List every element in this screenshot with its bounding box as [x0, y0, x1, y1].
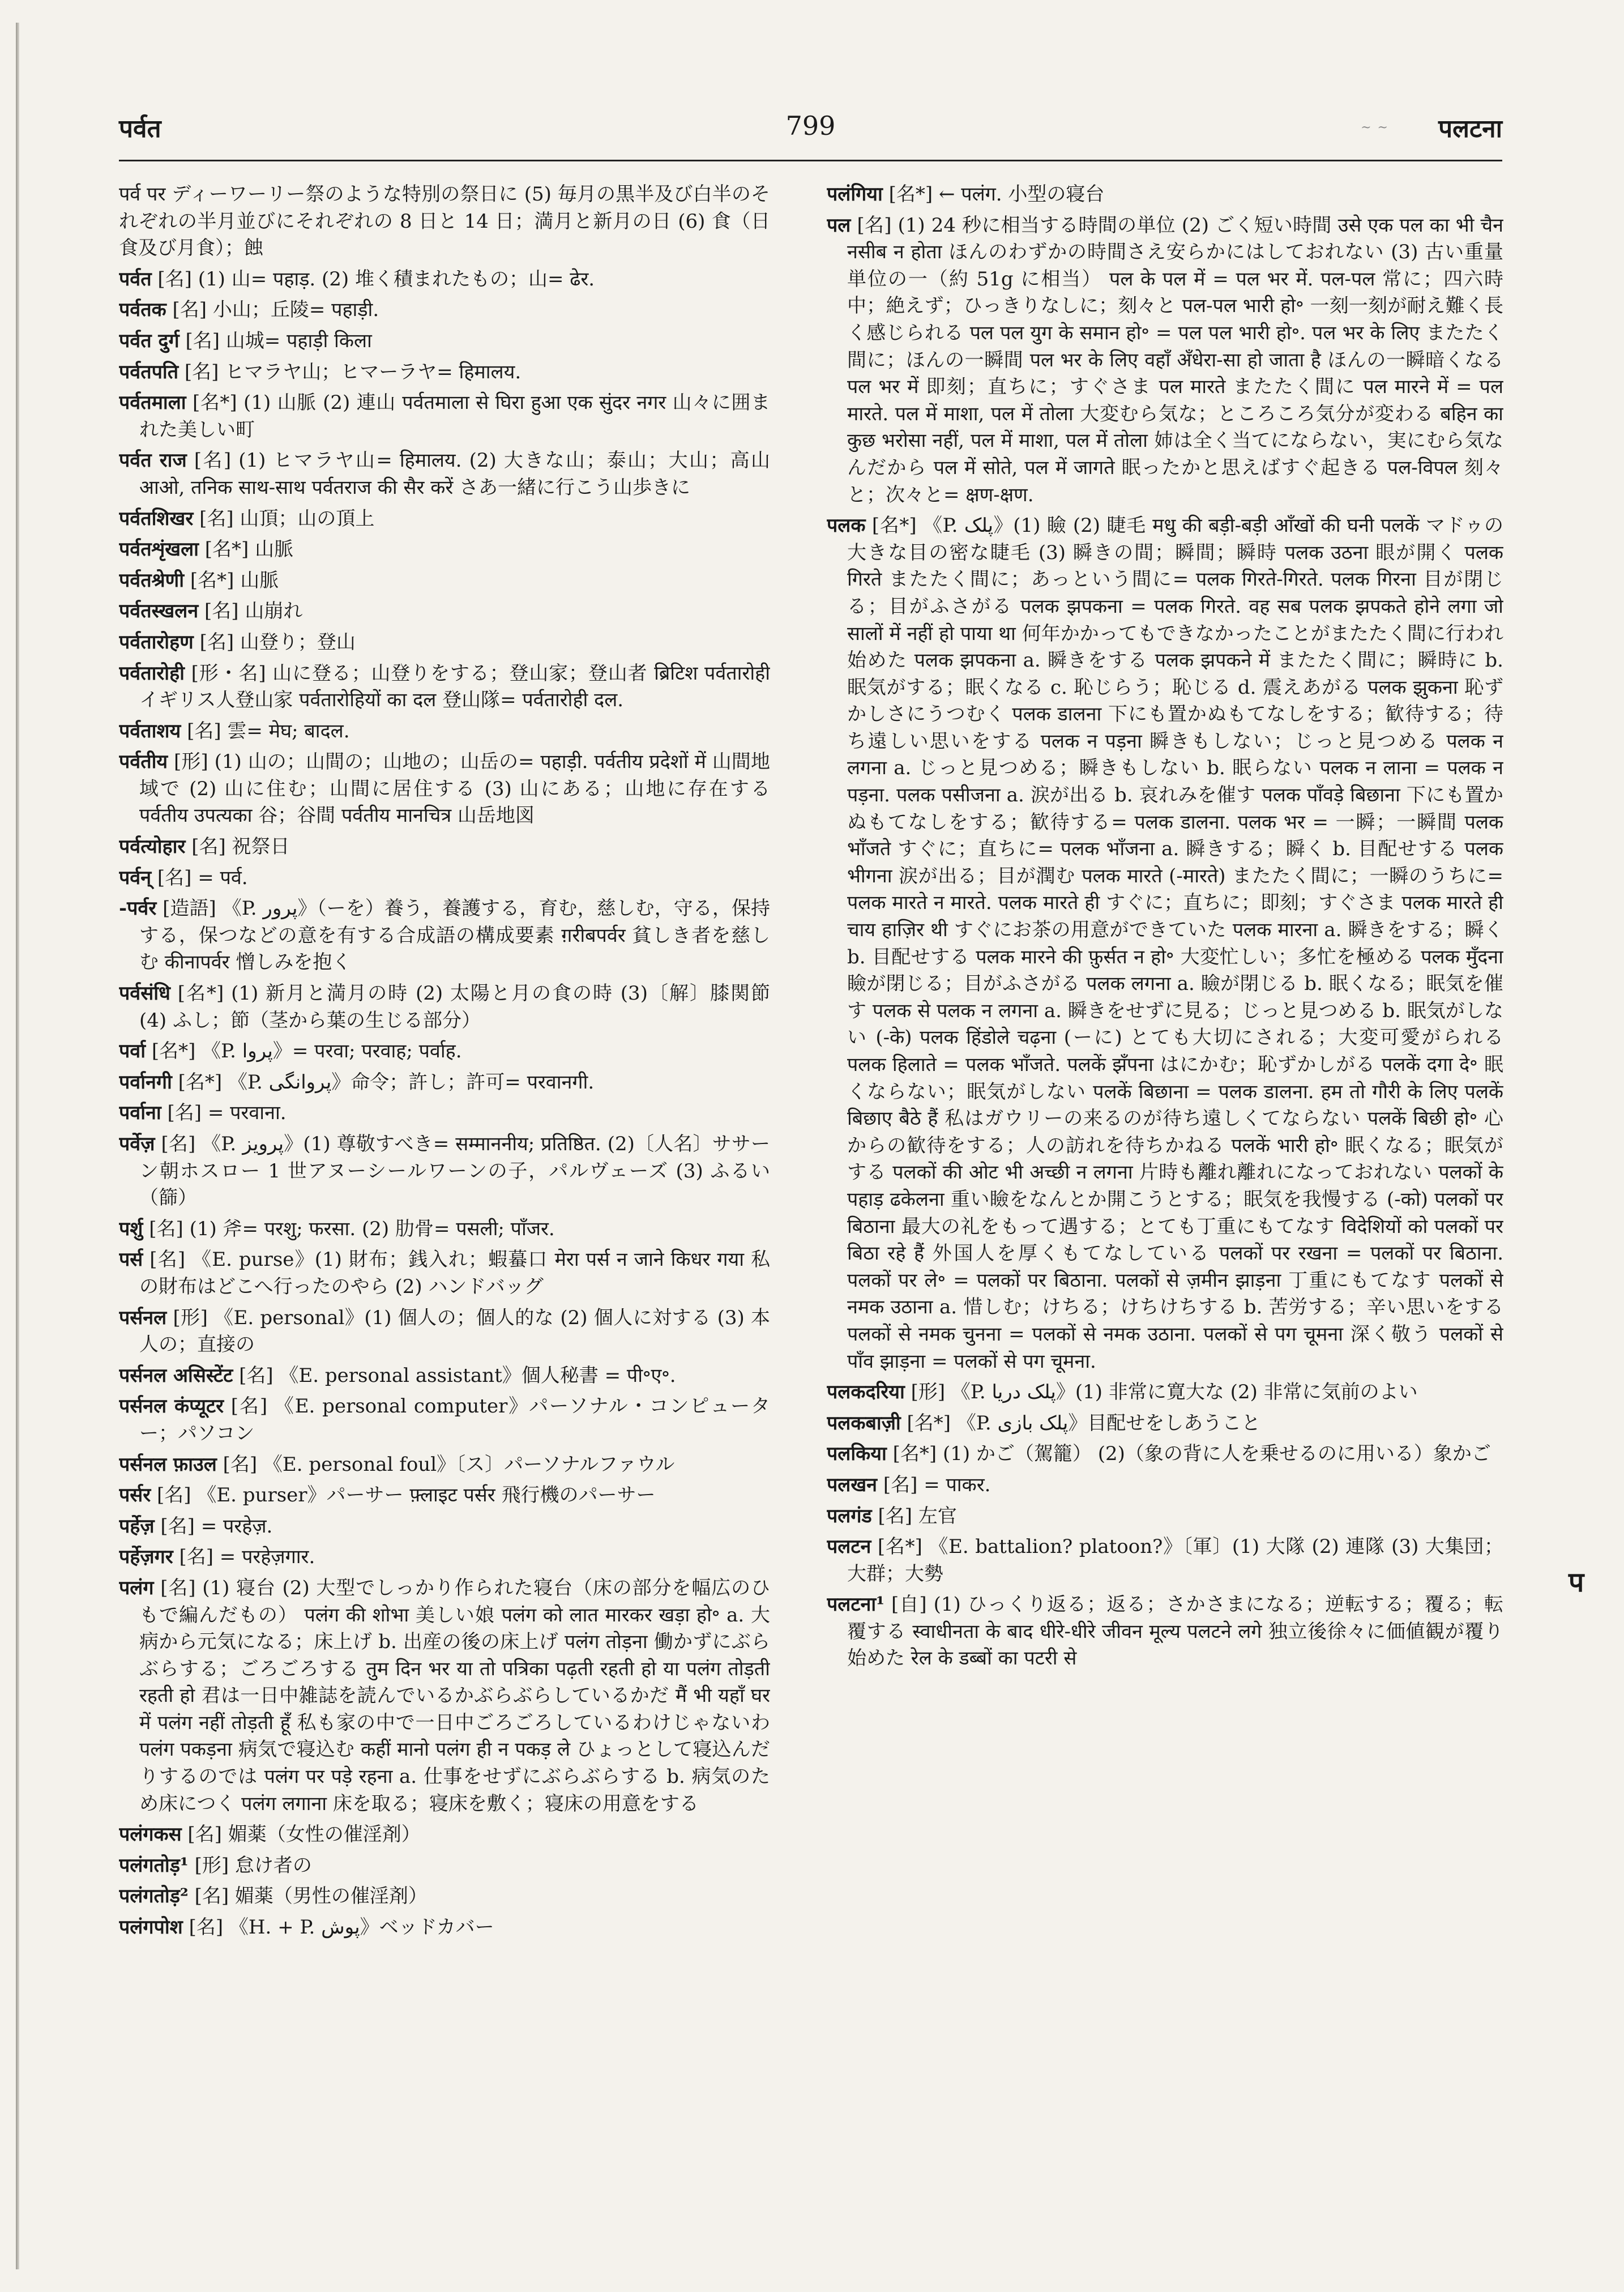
entry-headword: -पर्वर	[119, 897, 157, 920]
dictionary-entry	[119, 598, 770, 625]
entry-headword: पर्वा	[119, 1040, 146, 1063]
entry-definition: [名] 山登り；登山	[199, 630, 356, 654]
entry-headword: पर्हेज़	[119, 1514, 155, 1538]
entry-definition: [名] (1) 24 秒に相当する時間の単位 (2) ごく短い時間 उसे एक पल का भी चैन नसीब न होता ほんのわずかの時間さえ安らかにはしておれない (3) 古い重量単位の一（約 51g に相当） पल के पल में = पल भर में. पल-पल 常に；四六時中；絶えず；ひっきりなしに；刻々と पल-पल भारी हो॰ 一刻一刻が耐え難く長く感じられる पल पल युग के समान हो॰ = पल पल भारी हो॰. पल भर के लिए またたく間に；ほんの一瞬間 पल भर के लिए वहाँ अँधेरा-सा हो जाता है ほんの一瞬暗くなる पल भर में 即刻；直ちに；すぐさま पल मारते またたく間に पल मारने में = पल मारते. पल में माशा, पल में तोला 大変むら気な；ところころ気分が変わる बहिन का कुछ भरोसा नहीं, पल में माशा, पल में तोला 姉は全く当てにならない，実にむら気なんだから पल में सोते, पल में जागते 眠ったかと思えばすぐ起きる पल-विपल 刻々と；次々と= क्षण-क्षण.	[847, 214, 1503, 506]
page-header	[119, 110, 1502, 161]
entry-headword: पर्वतपति	[119, 360, 179, 383]
dictionary-entry	[119, 1821, 770, 1849]
dictionary-entry	[119, 390, 770, 443]
left-column	[119, 181, 770, 2235]
entry-definition: [名*] 《P. پلک》(1) 瞼 (2) 睫毛 मधु की बड़ी-बड़ी आँखों की घनी पलकें マドゥの大きな目の密な睫毛 (3) 瞬きの間；瞬間；瞬時 पलक उठना 眼が開く पलक गिरते またたく間に；あっという間に= पलक गिरते-गिरते. पलक गिरना 目が閉じる；目がふさがる पलक झपकना = पलक गिरते. वह सब पलक झपकते होने लगा जो सालों में नहीं हो पाया था 何年かかってもできなかったことがまたたく間に行われ始めた पलक झपकना a. 瞬きをする पलक झपकने में またたく間に；瞬時に b. 眠気がする；眠くなる c. 恥じらう；恥じる d. 震えあがる पलक झुकना 恥ずかしさにうつむく पलक डालना 下にも置かぬもてなしをする；歓待する；待ち遠しい思いをする पलक न पड़ना 瞬きもしない；じっと見つめる पलक न लगना a. じっと見つめる；瞬きもしない b. 眠らない पलक न लाना = पलक न पड़ना. पलक पसीजना a. 涙が出る b. 哀れみを催す पलक पाँवड़े बिछाना 下にも置かぬもてなしをする；歓待する= पलक डालना. पलक भर = 一瞬；一瞬間 पलक भाँजते すぐに；直ちに= पलक भाँजना a. 瞬きする；瞬く b. 目配せする पलक भीगना 涙が出る；目が潤む पलक मारते (-मारते) またたく間に；一瞬のうちに= पलक मारते न मारते. पलक मारते ही すぐに；直ちに；即刻；すぐさま पलक मारते ही चाय हाज़िर थी すぐにお茶の用意ができていた पलक मारना a. 瞬きをする；瞬く b. 目配せする पलक मारने की फ़ुर्सत न हो॰ 大変忙しい；多忙を極める पलक मुँदना 瞼が閉じる；目がふさがる पलक लगना a. 瞼が閉じる b. 眠くなる；眠気を催す पलक से पलक न लगना a. 瞬きをせずに見る；じっと見つめる b. 眠気がしない (-के) पलक हिंडोले चढ़ना (ーに) とても大切にされる；大変可愛がられる पलक हिलाते = पलक भाँजते. पलकें झँपना はにかむ；恥ずかしがる पलकें दगा दे॰ 眠くならない；眠気がしない पलकें बिछाना = पलक डालना. हम तो गौरी के लिए पलकें बिछाए बैठे हैं 私はガウリーの来るのが待ち遠しくてならない पलकें बिछी हो॰ 心からの歓待をする；人の訪れを待ちかねる पलकें भारी हो॰ 眠くなる；眠気がする पलकों की ओट भी अच्छी न लगना 片時も離れ離れになっておれない पलकों के पहाड़ ढकेलना 重い瞼をなんとか開こうとする；眠気を我慢する (-को) पलकों पर बिठाना 最大の礼をもって遇する；とても丁重にもてなす विदेशियों को पलकों पर बिठा रहे हैं 外国人を厚くもてなしている पलकों पर रखना = पलकों पर बिठाना. पलकों पर ले॰ = पलकों पर बिठाना. पलकों से ज़मीन झाड़ना 丁重にもてなす पलकों से नमक उठाना a. 惜しむ；けちる；けちけちする b. 苦労する；辛い思いをする पलकों से नमक चुनना = पलकों से नमक उठाना. पलकों से पग चूमना 深く敬う पलकों से पाँव झाड़ना = पलकों से पग चूमना.	[847, 514, 1503, 1373]
entry-headword: पल	[827, 214, 851, 237]
entry-definition: [名] 左官	[878, 1504, 957, 1527]
dictionary-entry	[827, 1472, 1503, 1499]
dictionary-entry	[827, 1591, 1503, 1672]
header-rule	[119, 160, 1502, 161]
entry-definition: [名] (1) 斧= परशु; फरसा. (2) 肋骨= पसली; पाँजर.	[149, 1217, 555, 1240]
entry-headword: पर्वसंधि	[119, 982, 170, 1005]
entry-definition: [名*] (1) 新月と満月の時 (2) 太陽と月の食の時 (3)〔解〕膝関節 (4) ふし；節（茎から葉の生じる部分）	[139, 982, 770, 1032]
entry-headword: पर्वत दुर्ग	[119, 329, 180, 352]
entry-definition: [名] = परहेज़गार.	[179, 1546, 315, 1569]
dictionary-entry	[119, 447, 770, 501]
entry-definition: [名] 《E. purse》(1) 財布；銭入れ；蝦蟇口 मेरा पर्स न जाने किधर गया 私の財布はどこへ行ったのやら (2) ハンドバッグ	[139, 1248, 770, 1298]
entry-headword: पलगंड	[827, 1504, 872, 1527]
dictionary-entry	[119, 865, 770, 892]
entry-definition: [名] 《P. پرویز》(1) 尊敬すべき= सम्माननीय; प्रतिष्ठित. (2)〔人名〕ササーン朝ホスロー 1 世アヌーシールワーンの子，パルヴェーズ (3) ふるい（篩）	[139, 1133, 770, 1210]
page-number: 799	[785, 110, 836, 141]
entry-headword: पर्वतमाला	[119, 391, 186, 415]
dictionary-entry	[119, 749, 770, 830]
entry-headword: पर्सनल	[119, 1306, 167, 1329]
entry-headword: पर्वतशृंखला	[119, 538, 199, 561]
entry-headword: पलंगिया	[827, 183, 883, 206]
dictionary-entry	[119, 1853, 770, 1880]
entry-headword: पर्सर	[119, 1484, 151, 1507]
entry-definition: [名] 祝祭日	[191, 835, 290, 859]
entry-headword: पर्वतश्रेणी	[119, 569, 185, 592]
entry-definition: [形] (1) 山の；山間の；山地の；山岳の= पहाड़ी. पर्वतीय प्रदेशों में 山間地域で (2) 山に住む；山間に居住する (3) 山にある；山地に存在する पर्वतीय उपत्यका 谷；谷間 पर्वतीय मानचित्र 山岳地図	[139, 750, 770, 827]
entry-headword: पर्वतीय	[119, 750, 168, 774]
entry-definition: [名*] 《E. battalion? platoon?》〔軍〕(1) 大隊 (2) 連隊 (3) 大集団；大群；大勢	[847, 1535, 1503, 1585]
dictionary-entry	[827, 1534, 1503, 1587]
entry-headword: पलंगपोश	[119, 1916, 183, 1939]
entry-definition: [名] 媚薬（女性の催淫剤）	[187, 1823, 421, 1846]
entry-definition: [名*] (1) かご（駕籠） (2)（象の背に人を乗せるのに用いる）象かご	[892, 1442, 1491, 1466]
entry-headword: पलटना¹	[827, 1593, 885, 1616]
entry-definition: [名] = पर्व.	[157, 866, 248, 889]
entry-definition: [名] (1) 寝台 (2) 大型でしっかり作られた寝台（床の部分を幅広のひもで編んだもの） पलंग की शोभा 美しい娘 पलंग को लात मारकर खड़ा हो॰ a. 大病から元気になる；床上げ b. 出産の後の床上げ पलंग तोड़ना 働かずにぶらぶらする；ごろごろする तुम दिन भर या तो पत्रिका पढ़ती रहती हो या पलंग तोड़ती रहती हो 君は一日中雑誌を読んでいるかぶらぶらしているかだ मैं भी यहाँ घर में पलंग नहीं तोड़ती हूँ 私も家の中で一日中ごろごろしているわけじゃないわ पलंग पकड़ना 病気で寝込む कहीं मानो पलंग ही न पकड़ ले ひょっとして寝込んだりするのでは पलंग पर पड़े रहना a. 仕事をせずにぶらぶらする b. 病気のため床につく पलंग लगाना 床を取る；寝床を敷く；寝床の用意をする	[139, 1576, 770, 1815]
dictionary-entry	[119, 1883, 770, 1910]
entry-definition: [名] 《E. purser》パーサー फ़्लाइट पर्सर 飛行機のパーサー	[157, 1484, 656, 1507]
dictionary-entry	[119, 1216, 770, 1243]
entry-headword: पर्वतारोहण	[119, 630, 194, 654]
dictionary-entry	[827, 1379, 1503, 1406]
entry-headword: पर्शु	[119, 1217, 143, 1240]
entry-headword: पलकबाज़ी	[827, 1411, 901, 1435]
entry-headword: पर्वाना	[119, 1102, 161, 1125]
dictionary-entry	[827, 513, 1503, 1375]
page-binding-edge	[16, 23, 19, 2269]
entry-definition: [名] 《H. + P. پوش》ベッドカバー	[189, 1916, 494, 1939]
entry-headword: पर्वन्	[119, 866, 152, 889]
entry-definition: [名] 山頂；山の頂上	[199, 507, 375, 530]
entry-definition: [名*] 《P. پروانگی》命令；許し；許可= परवानगी.	[178, 1070, 595, 1094]
entry-definition: [自] (1) ひっくり返る；返る；さかさまになる；逆転する；覆る；転覆する स्वाधीनता के बाद धीरे-धीरे जीवन मूल्य पलटने लगे 独立後徐々に価値観が覆り始めた रेल के डब्बों का पटरी से	[847, 1593, 1503, 1670]
entry-definition: [形・名] 山に登る；山登りをする；登山家；登山者 ब्रिटिश पर्वतारोही イギリス人登山家 पर्वतारोहियों का दल 登山隊= पर्वतारोही दल.	[139, 661, 770, 712]
guide-word-left: पर्वत	[119, 114, 161, 143]
entry-definition: [名] 《E. personal foul》〔ス〕パーソナルファウル	[223, 1453, 675, 1476]
dictionary-entry	[119, 718, 770, 745]
entry-definition: [名] 山城= पहाड़ी किला	[185, 329, 372, 352]
entry-definition: [名*] 《P. پلک بازی》目配せをしあうこと	[907, 1411, 1261, 1435]
entry-headword: पर्वतस्खलन	[119, 600, 199, 623]
entry-headword: पर्स	[119, 1248, 143, 1271]
dictionary-entry	[119, 1363, 770, 1390]
dictionary-entry	[119, 1513, 770, 1540]
dictionary-entry	[119, 1575, 770, 1817]
dictionary-entry	[119, 1393, 770, 1447]
dictionary-entry	[119, 1914, 770, 1941]
margin-mark: ~ ~	[1361, 121, 1389, 135]
entry-headword: पलकिया	[827, 1442, 887, 1466]
entry-definition: [名] 雲= मेघ; बादल.	[187, 719, 350, 742]
entry-headword: पर्सनल फ़ाउल	[119, 1453, 217, 1476]
guide-word-right: पलटना	[1438, 114, 1502, 143]
entry-headword: पलंगतोड़¹	[119, 1854, 189, 1877]
entry-definition: [名*] 山脈	[204, 538, 294, 561]
dictionary-entry	[119, 980, 770, 1034]
entry-definition: [名] (1) ヒマラヤ山= हिमालय. (2) 大きな山；泰山；大山；高山 आओ, तनिक साथ-साथ पर्वतराज की सैर करें さあ一緒に行こう山歩きに	[139, 449, 770, 499]
dictionary-entry	[119, 1247, 770, 1300]
dictionary-entry	[119, 328, 770, 355]
entry-definition: [名] ヒマラヤ山；ヒマーラヤ= हिमालय.	[184, 360, 522, 383]
entry-definition: [名] 山崩れ	[204, 600, 303, 623]
entry-headword: पर्वत राज	[119, 449, 187, 472]
entry-headword: पर्वत्योहार	[119, 835, 186, 859]
entry-definition: [名*] (1) 山脈 (2) 連山 पर्वतमाला से घिरा हुआ एक सुंदर नगर 山々に囲まれた美しい町	[139, 391, 770, 441]
dictionary-entry	[119, 1038, 770, 1065]
entry-definition: [形] 《P. پلک دریا》(1) 非常に寛大な (2) 非常に気前のよい	[911, 1381, 1418, 1404]
dictionary-entry	[119, 660, 770, 714]
dictionary-entry	[119, 536, 770, 564]
dictionary-entry	[827, 1410, 1503, 1437]
entry-headword: पलखन	[827, 1473, 878, 1496]
entry-definition: [名*] 山脈	[190, 569, 279, 592]
entry-headword: पर्वताशय	[119, 719, 181, 742]
dictionary-entry	[119, 629, 770, 656]
dictionary-entry	[119, 181, 770, 262]
entry-definition: [名] = परवाना.	[167, 1102, 287, 1125]
entry-headword: पर्सनल असिस्टेंट	[119, 1364, 233, 1387]
dictionary-entry	[827, 212, 1503, 509]
dictionary-entry	[119, 359, 770, 386]
dictionary-entry	[119, 1100, 770, 1127]
entry-headword: पलकदरिया	[827, 1381, 905, 1404]
entry-headword: पलंगकस	[119, 1823, 182, 1846]
entry-headword: पलटन	[827, 1535, 871, 1559]
dictionary-entry	[119, 1482, 770, 1509]
dictionary-entry	[119, 1452, 770, 1479]
entry-headword: पर्वानगी	[119, 1070, 172, 1094]
dictionary-entry	[119, 1305, 770, 1359]
entry-headword: पलक	[827, 514, 866, 537]
entry-definition: [名] 小山；丘陵= पहाड़ी.	[172, 298, 379, 322]
thumb-index-letter: प	[1569, 1567, 1584, 1598]
dictionary-entry	[119, 1131, 770, 1212]
right-column	[827, 181, 1503, 2235]
dictionary-entry	[827, 1441, 1503, 1468]
dictionary-entry	[827, 181, 1503, 208]
entry-headword: पलंग	[119, 1576, 154, 1599]
entry-definition: [名*] 《P. پروا》= परवा; परवाह; पर्वाह.	[151, 1040, 462, 1063]
entry-definition: [造語] 《P. پرور》（ーを）養う，養護する，育む，慈しむ，守る，保持する，保つなどの意を有する合成語の構成要素 ग़रीबपर्वर 貧しき者を慈しむ कीनापर्वर 憎しみを抱く	[139, 897, 770, 974]
dictionary-entry	[119, 567, 770, 595]
entry-definition: [名] 《E. personal computer》パーソナル・コンピューター；パソコン	[139, 1395, 770, 1445]
entry-headword: पर्हेज़गर	[119, 1546, 173, 1569]
entry-headword: पर्वतशिखर	[119, 507, 194, 530]
entry-definition: [名] = परहेज़.	[160, 1514, 273, 1538]
entry-headword: पर्वेज़	[119, 1133, 155, 1155]
dictionary-entry	[119, 1069, 770, 1096]
dictionary-entry	[827, 1503, 1503, 1530]
dictionary-entry	[119, 506, 770, 533]
entry-headword: पर्वतक	[119, 298, 166, 322]
entry-definition: [形] 《E. personal》(1) 個人の；個人的な (2) 個人に対する (3) 本人の；直接の	[139, 1306, 770, 1356]
entry-headword: पलंगतोड़²	[119, 1885, 189, 1908]
entry-definition: [名*] ← पलंग. 小型の寝台	[888, 183, 1105, 206]
entry-definition: [名] (1) 山= पहाड़. (2) 堆く積まれたもの；山= ढेर.	[157, 267, 595, 291]
entry-definition: [名] 媚薬（男性の催淫剤）	[194, 1885, 428, 1908]
dictionary-entry	[119, 834, 770, 861]
entry-definition: पर्व पर ディーワーリー祭のような特別の祭日に (5) 毎月の黒半及び白半のそれぞれの半月並びにそれぞれの 8 日と 14 日；満月と新月の日 (6) 食（日食及び月食）；蝕	[119, 183, 770, 260]
dictionary-entry	[119, 895, 770, 976]
dictionary-entry	[119, 1544, 770, 1571]
dictionary-entry	[119, 266, 770, 293]
entry-headword: पर्वतारोही	[119, 661, 185, 685]
entry-definition: [形] 怠け者の	[194, 1854, 312, 1877]
entry-headword: पर्सनल कंप्यूटर	[119, 1395, 224, 1418]
entry-headword: पर्वत	[119, 267, 152, 291]
entry-definition: [名] = पाकर.	[883, 1473, 991, 1496]
dictionary-entry	[119, 297, 770, 324]
entry-definition: [名] 《E. personal assistant》個人秘書 = पी॰ए॰.	[239, 1364, 676, 1387]
